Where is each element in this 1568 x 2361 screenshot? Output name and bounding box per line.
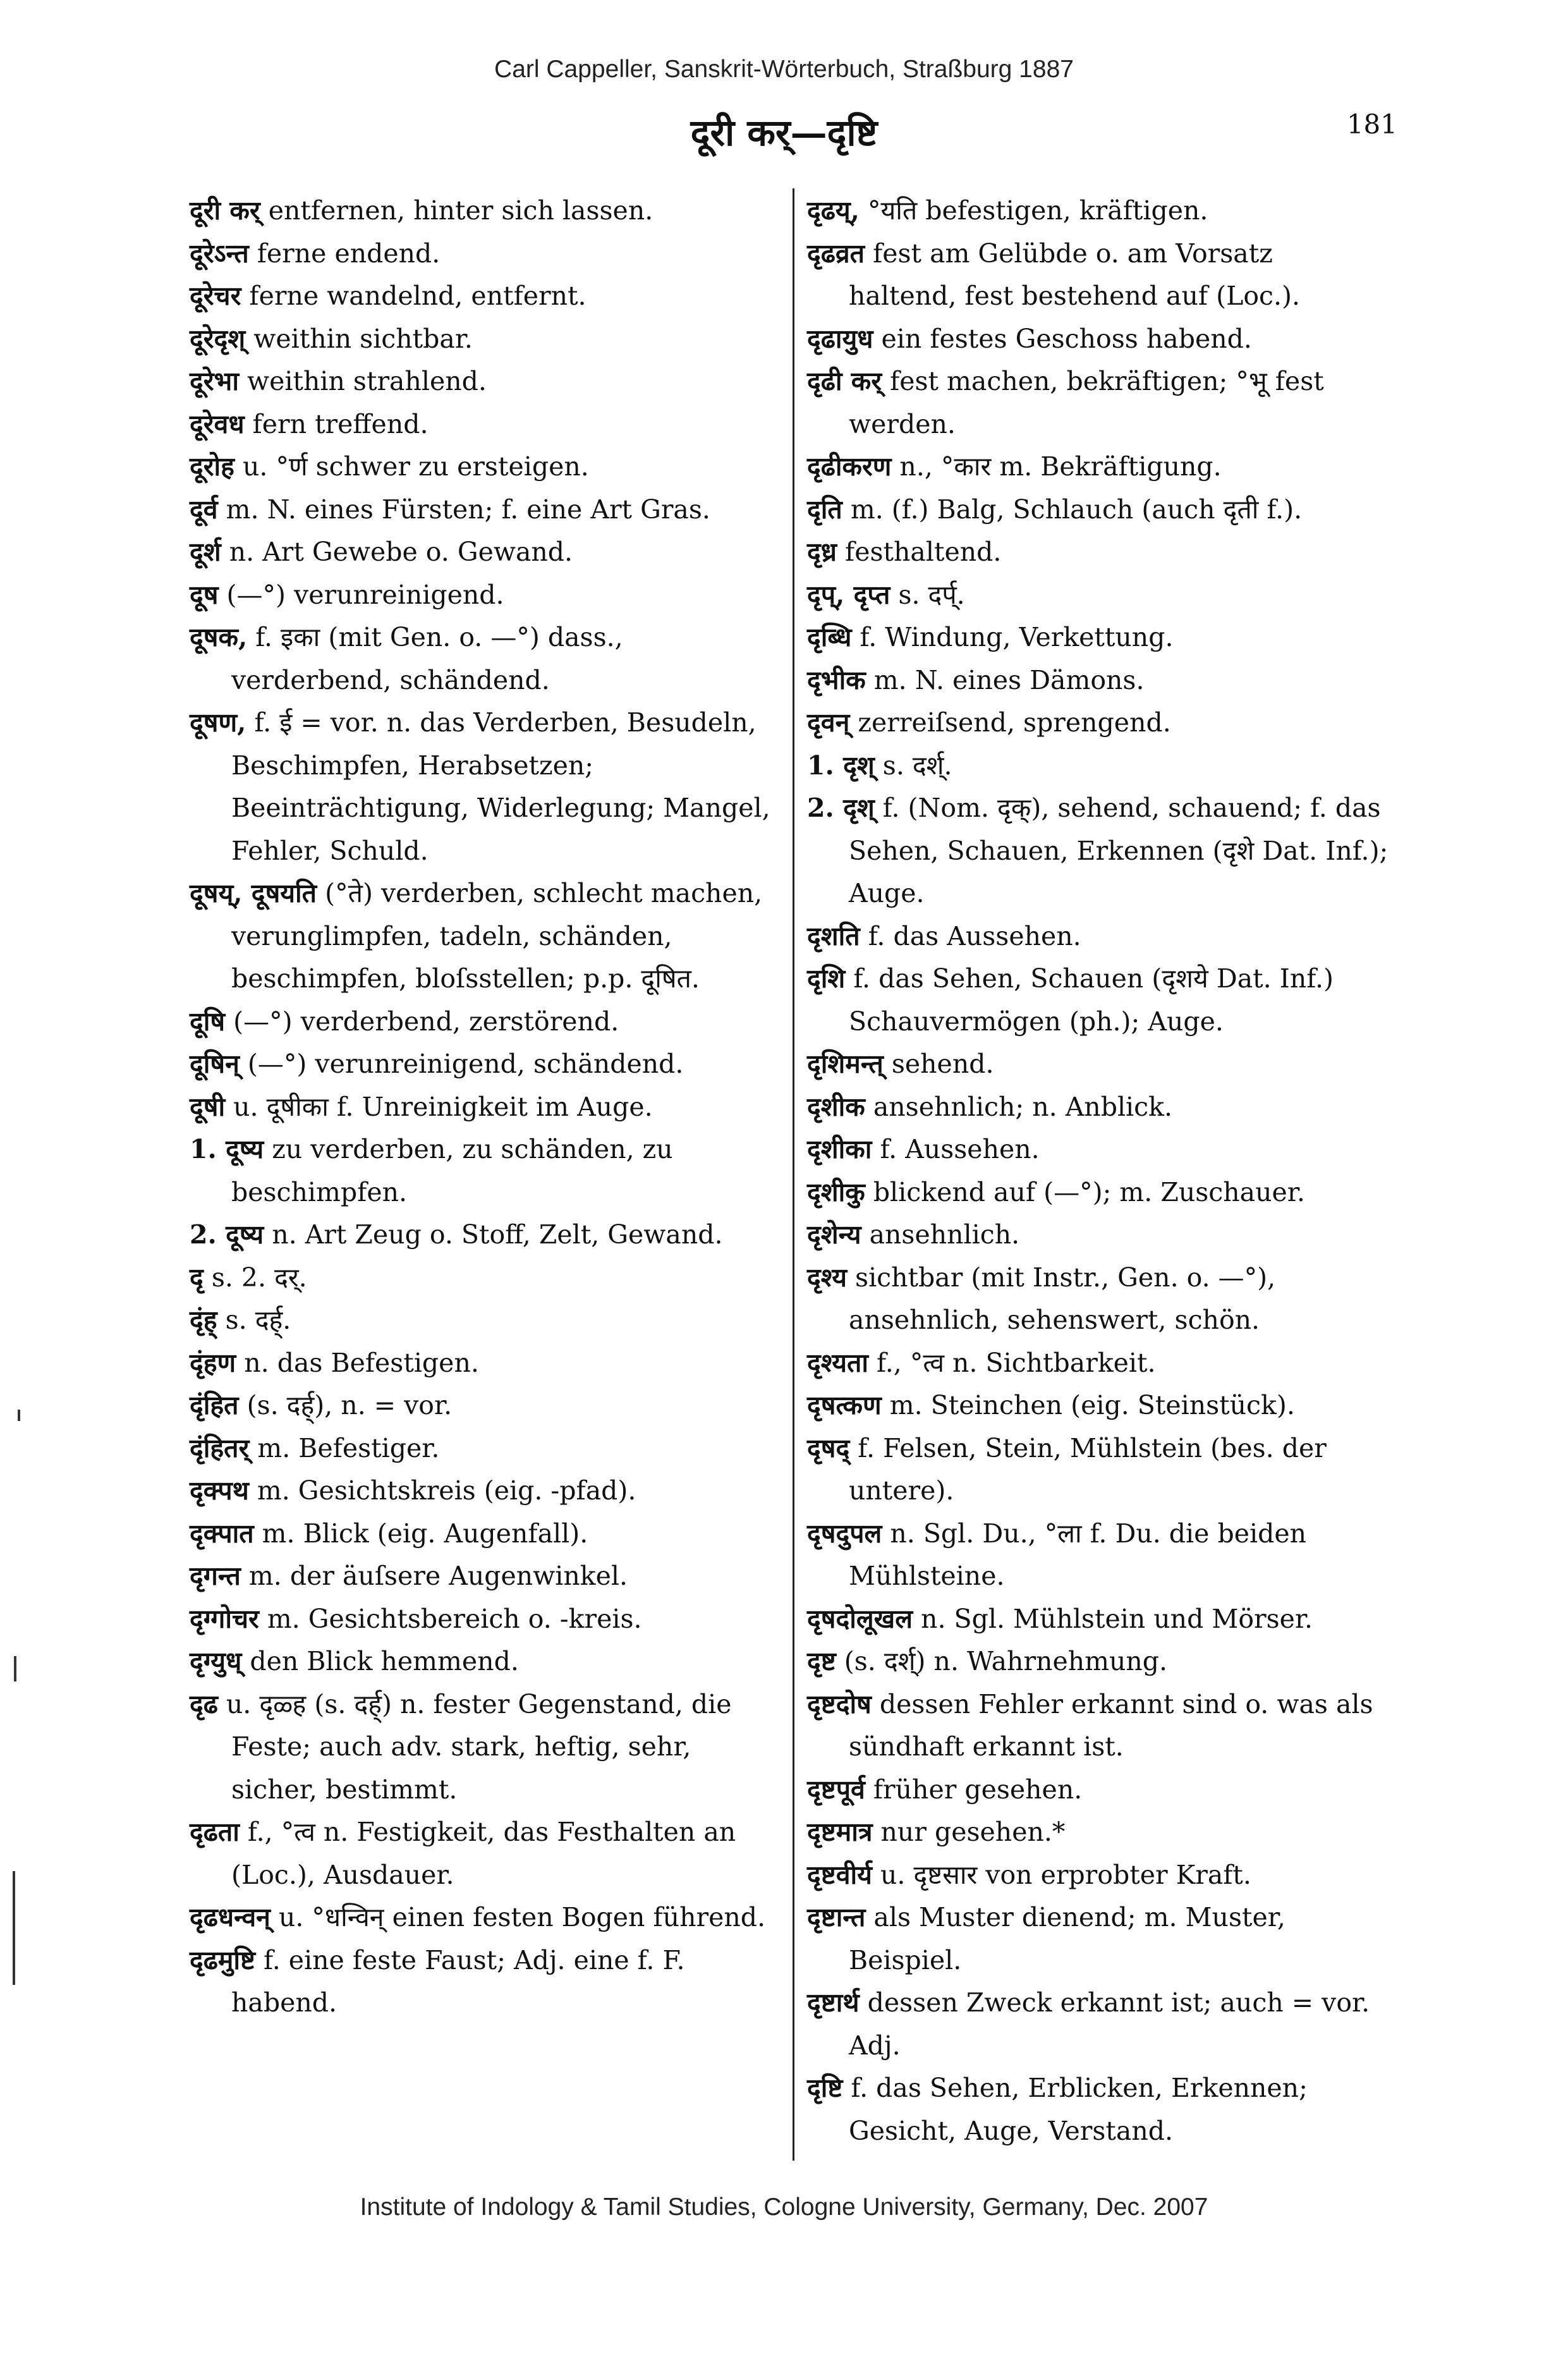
dictionary-entry (807, 616, 1389, 659)
entry-definition: s. दर्श्. (882, 750, 952, 781)
dictionary-entry (807, 1896, 1389, 1982)
dictionary-entry (807, 1257, 1389, 1342)
dictionary-entry (190, 1513, 771, 1556)
entry-headword: दृंहित (190, 1390, 239, 1420)
dictionary-entry (190, 318, 771, 361)
entry-definition: als Muster dienend; m. Muster, Beispiel. (849, 1902, 1285, 1975)
entry-definition: entfernen, hinter sich lassen. (268, 195, 653, 226)
entry-definition: den Blick hemmend. (250, 1646, 519, 1676)
entry-definition: dessen Fehler erkannt sind o. was als sündhaft erkannt ist. (849, 1688, 1373, 1762)
dictionary-entry (807, 318, 1389, 361)
right-column (807, 190, 1389, 2152)
dictionary-entry (807, 915, 1389, 958)
entry-headword: 1. दूष्य (190, 1134, 264, 1164)
dictionary-entry (807, 1811, 1389, 1854)
dictionary-entry (190, 446, 771, 489)
margin-mark (13, 1871, 15, 1985)
dictionary-entry (807, 787, 1389, 915)
dictionary-entry (807, 1513, 1389, 1598)
entry-definition: u. दृळ्ह (s. दर्ह्) n. fester Gegenstand, die Feste; auch adv. stark, heftig, sehr, sicher, bestimmt. (226, 1688, 732, 1805)
entry-headword: दृगन्त (190, 1561, 241, 1591)
entry-headword: दृति (807, 494, 842, 525)
entry-definition: blickend auf (—°); m. Zuschauer. (873, 1176, 1305, 1207)
entry-headword: दूरी कर् (190, 195, 260, 226)
entry-headword: दृश्यता (807, 1347, 868, 1378)
dictionary-entry (807, 360, 1389, 446)
entry-definition: m. (f.) Balg, Schlauch (auch दृती f.). (850, 494, 1303, 525)
dictionary-entry (807, 1214, 1389, 1257)
entry-definition: sehend. (891, 1049, 994, 1079)
entry-headword: दृढमुष्टि (190, 1944, 255, 1975)
entry-headword: दृशति (807, 920, 860, 951)
dictionary-entry (807, 1086, 1389, 1129)
entry-headword: दृष्टवीर्य (807, 1859, 872, 1890)
entry-headword: दृंहितर् (190, 1432, 250, 1463)
entry-headword: दृष्टमात्र (807, 1817, 873, 1847)
dictionary-entry (190, 1384, 771, 1427)
entry-headword: दूरेदृश् (190, 323, 246, 354)
entry-headword: दृब्धि (807, 622, 852, 652)
entry-headword: दूषि (190, 1006, 226, 1037)
dictionary-entry (190, 1598, 771, 1641)
dictionary-entry (807, 659, 1389, 702)
dictionary-entry (807, 1342, 1389, 1385)
dictionary-entry (190, 190, 771, 233)
dictionary-entry (807, 1171, 1389, 1214)
entry-headword: दृशिमन्त् (807, 1049, 884, 1079)
entry-definition: °यति befestigen, kräftigen. (867, 195, 1208, 226)
entry-headword: दृक्पथ (190, 1475, 249, 1506)
dictionary-entry (190, 531, 771, 574)
entry-definition: (s. दर्श्) n. Wahrnehmung. (844, 1646, 1168, 1676)
dictionary-entry (807, 1683, 1389, 1769)
dictionary-entry (807, 190, 1389, 233)
entry-definition: f. इका (mit Gen. o. —°) dass., verderbend, schändend. (231, 622, 623, 695)
entry-definition: (—°) verunreinigend. (226, 579, 504, 610)
dictionary-entry (807, 531, 1389, 574)
entry-headword: दूर्व (190, 494, 218, 525)
entry-headword: दृषद् (807, 1432, 850, 1463)
dictionary-entry (190, 489, 771, 532)
entry-headword: दृष्टदोष (807, 1688, 872, 1719)
dictionary-entry (807, 1043, 1389, 1086)
dictionary-entry (807, 1128, 1389, 1171)
entry-headword: दूर्श (190, 537, 221, 567)
entry-headword: दूषक, (190, 622, 248, 652)
entry-headword: दृशीका (807, 1134, 872, 1164)
entry-headword: 1. दृश् (807, 750, 875, 781)
entry-definition: (—°) verderbend, zerstörend. (233, 1006, 619, 1037)
bottom-credit: Institute of Indology & Tamil Studies, Cologne University, Germany, Dec. 2007 (360, 2193, 1208, 2221)
dictionary-entry (190, 360, 771, 403)
entry-headword: दृढी कर् (807, 366, 882, 396)
entry-definition: u. दूषीका f. Unreinigkeit im Auge. (233, 1091, 653, 1122)
entry-headword: दृशीक (807, 1091, 865, 1122)
dictionary-entry (190, 1128, 771, 1214)
entry-definition: m. N. eines Dämons. (873, 664, 1145, 695)
entry-headword: दृढव्रत (807, 238, 865, 269)
entry-headword: दृग्गोचर (190, 1603, 259, 1634)
entry-definition: m. Gesichtsbereich o. -kreis. (267, 1603, 642, 1634)
entry-headword: दृषदोलूखल (807, 1603, 913, 1634)
dictionary-entry (807, 2067, 1389, 2152)
entry-definition: weithin sichtbar. (253, 323, 473, 354)
margin-mark (18, 1410, 20, 1421)
entry-definition: ferne endend. (257, 238, 441, 269)
entry-headword: दृश्य (807, 1262, 847, 1293)
dictionary-entry (190, 872, 771, 1001)
dictionary-entry (190, 1939, 771, 2025)
entry-headword: दृध्र (807, 537, 837, 567)
entry-headword: दूरेवध (190, 408, 245, 439)
dictionary-entry (190, 1043, 771, 1086)
dictionary-entry (190, 1555, 771, 1598)
entry-definition: ferne wandelnd, entfernt. (249, 281, 586, 311)
dictionary-entry (190, 1214, 771, 1257)
entry-definition: f. Felsen, Stein, Mühlstein (bes. der untere). (849, 1432, 1327, 1506)
entry-headword: दृक्पात (190, 1518, 254, 1549)
entry-headword: दृप्, दृप्त (807, 579, 890, 610)
entry-definition: f. (Nom. दृक्), sehend, schauend; f. das Sehen, Schauen, Erkennen (दृशे Dat. Inf.); Auge. (849, 793, 1389, 908)
dictionary-entry (807, 1769, 1389, 1812)
entry-definition: zerreiſsend, sprengend. (858, 707, 1171, 738)
dictionary-entry (190, 616, 771, 702)
entry-headword: दृभीक (807, 664, 866, 695)
entry-definition: (°ते) verderben, schlecht machen, verunglimpfen, tadeln, schänden, beschimpfen, bloſsstellen; p.p. दूषित. (231, 878, 763, 994)
dictionary-entry (190, 1640, 771, 1683)
dictionary-entry (190, 1342, 771, 1385)
entry-headword: दृष्ट (807, 1646, 836, 1676)
entry-definition: m. Befestiger. (257, 1432, 440, 1463)
entry-headword: दृषदुपल (807, 1518, 882, 1549)
entry-definition: m. Steinchen (eig. Steinstück). (889, 1390, 1295, 1420)
dictionary-entry (190, 275, 771, 318)
entry-definition: ansehnlich. (869, 1219, 1020, 1250)
entry-headword: दृढय्, (807, 195, 860, 226)
entry-headword: दृशि (807, 963, 846, 994)
entry-headword: दूरेभा (190, 366, 239, 396)
entry-definition: n. das Befestigen. (244, 1347, 479, 1378)
entry-definition: (—°) verunreinigend, schändend. (247, 1049, 684, 1079)
top-credit: Carl Cappeller, Sanskrit-Wörterbuch, Straßburg 1887 (494, 56, 1074, 83)
entry-headword: दूषय्, दूषयति (190, 878, 317, 908)
entry-definition: (s. दर्ह्), n. = vor. (246, 1390, 453, 1420)
entry-headword: 2. दृश् (807, 793, 875, 823)
dictionary-entry (190, 1683, 771, 1812)
dictionary-entry (807, 702, 1389, 745)
entry-definition: s. 2. दर्. (211, 1262, 307, 1293)
entry-headword: दृष्टि (807, 2073, 843, 2103)
entry-headword: दृ (190, 1262, 204, 1293)
entry-definition: n. Sgl. Mühlstein und Mörser. (921, 1603, 1313, 1634)
dictionary-entry (807, 1982, 1389, 2067)
page-number: 181 (1346, 109, 1397, 140)
dictionary-entry (190, 1257, 771, 1300)
entry-definition: f., °त्व n. Festigkeit, das Festhalten an (Loc.), Ausdauer. (231, 1817, 736, 1890)
entry-definition: fest am Gelübde o. am Vorsatz haltend, fest bestehend auf (Loc.). (849, 238, 1301, 311)
entry-definition: s. दर्प्. (898, 579, 965, 610)
entry-definition: n. Art Gewebe o. Gewand. (229, 537, 573, 567)
entry-headword: दृवन् (807, 707, 850, 738)
dictionary-entry (807, 1384, 1389, 1427)
dictionary-entry (807, 574, 1389, 617)
entry-definition: nur gesehen.* (880, 1817, 1066, 1847)
entry-definition: ansehnlich; n. Anblick. (873, 1091, 1173, 1122)
entry-headword: दूषिन् (190, 1049, 240, 1079)
entry-headword: दृढ (190, 1688, 218, 1719)
entry-definition: u. °र्ण schwer zu ersteigen. (242, 451, 589, 482)
entry-definition: f., °त्व n. Sichtbarkeit. (877, 1347, 1156, 1378)
entry-definition: zu verderben, zu schänden, zu beschimpfen. (231, 1134, 673, 1207)
entry-definition: früher gesehen. (873, 1774, 1083, 1805)
dictionary-entry (807, 958, 1389, 1043)
left-column (190, 190, 771, 2025)
entry-definition: f. Aussehen. (880, 1134, 1040, 1164)
entry-definition: m. Blick (eig. Augenfall). (262, 1518, 588, 1549)
entry-definition: f. das Aussehen. (868, 920, 1081, 951)
entry-definition: dessen Zweck erkannt ist; auch = vor. Adj. (849, 1987, 1370, 2061)
entry-definition: f. eine feste Faust; Adj. eine f. F. habend. (231, 1944, 685, 2018)
dictionary-entry (807, 1598, 1389, 1641)
entry-definition: n. Art Zeug o. Stoff, Zelt, Gewand. (272, 1219, 723, 1250)
entry-definition: festhaltend. (845, 537, 1002, 567)
dictionary-entry (190, 1896, 771, 1939)
dictionary-entry (807, 446, 1389, 489)
entry-headword: दृंह् (190, 1305, 217, 1335)
entry-headword: 2. दूष्य (190, 1219, 264, 1250)
entry-headword: दृढधन्वन् (190, 1902, 270, 1932)
entry-definition: u. °धन्विन् einen festen Bogen führend. (278, 1902, 766, 1932)
entry-headword: दूरेचर (190, 281, 241, 311)
entry-definition: s. दर्ह्. (225, 1305, 291, 1335)
dictionary-entry (807, 1640, 1389, 1683)
entry-definition: m. Gesichtskreis (eig. -pfad). (257, 1475, 636, 1506)
entry-headword: दृग्युध् (190, 1646, 242, 1676)
entry-headword: दृढायुध (807, 323, 873, 354)
entry-headword: दूषण, (190, 707, 246, 738)
dictionary-entry (807, 1854, 1389, 1897)
entry-headword: दूरेऽन्त (190, 238, 249, 269)
dictionary-entry (807, 233, 1389, 318)
entry-definition: f. ई = vor. n. das Verderben, Besudeln, Beschimpfen, Herabsetzen; Beeinträchtigung, Widerlegung; Mangel, Fehler, Schuld. (231, 707, 770, 866)
entry-definition: fern treffend. (252, 408, 428, 439)
entry-headword: दृढता (190, 1817, 240, 1847)
entry-definition: fest machen, bekräftigen; °भू fest werden. (849, 366, 1324, 439)
dictionary-entry (190, 1299, 771, 1342)
dictionary-entry (190, 1086, 771, 1129)
entry-definition: sichtbar (mit Instr., Gen. o. —°), ansehnlich, sehenswert, schön. (849, 1262, 1276, 1335)
entry-headword: दूरोह (190, 451, 234, 482)
dictionary-entry (190, 1427, 771, 1470)
entry-definition: n. Sgl. Du., °ला f. Du. die beiden Mühlsteine. (849, 1518, 1306, 1591)
dictionary-entry (807, 745, 1389, 788)
dictionary-entry (190, 233, 771, 276)
margin-mark (14, 1656, 16, 1681)
entry-headword: दृषत्कण (807, 1390, 882, 1420)
running-head: दूरी कर्—दृष्टि (690, 111, 878, 154)
entry-headword: दृष्टार्थ (807, 1987, 860, 2018)
entry-headword: दूषी (190, 1091, 226, 1122)
entry-definition: f. Windung, Verkettung. (860, 622, 1174, 652)
entry-definition: m. der äuſsere Augenwinkel. (248, 1561, 628, 1591)
entry-headword: दृशीकु (807, 1176, 865, 1207)
dictionary-entry (807, 489, 1389, 532)
dictionary-entry (190, 1470, 771, 1513)
entry-headword: दूष (190, 579, 219, 610)
entry-definition: weithin strahlend. (247, 366, 487, 396)
entry-headword: दृष्टान्त (807, 1902, 866, 1932)
column-divider (793, 188, 794, 2161)
entry-definition: f. das Sehen, Erblicken, Erkennen; Gesicht, Auge, Verstand. (849, 2073, 1308, 2146)
dictionary-entry (190, 702, 771, 872)
dictionary-entry (190, 403, 771, 446)
dictionary-entry (190, 1001, 771, 1044)
dictionary-entry (190, 574, 771, 617)
entry-definition: m. N. eines Fürsten; f. eine Art Gras. (226, 494, 710, 525)
entry-headword: दृढीकरण (807, 451, 892, 482)
entry-headword: दृशेन्य (807, 1219, 861, 1250)
dictionary-entry (190, 1811, 771, 1896)
dictionary-entry (807, 1427, 1389, 1513)
entry-headword: दृंहण (190, 1347, 236, 1378)
entry-definition: ein festes Geschoss habend. (881, 323, 1252, 354)
entry-definition: u. दृष्टसार von erprobter Kraft. (880, 1859, 1251, 1890)
entry-headword: दृष्टपूर्व (807, 1774, 865, 1805)
entry-definition: n., °कार m. Bekräftigung. (899, 451, 1222, 482)
entry-definition: f. das Sehen, Schauen (दृशये Dat. Inf.) Schauvermögen (ph.); Auge. (849, 963, 1334, 1037)
